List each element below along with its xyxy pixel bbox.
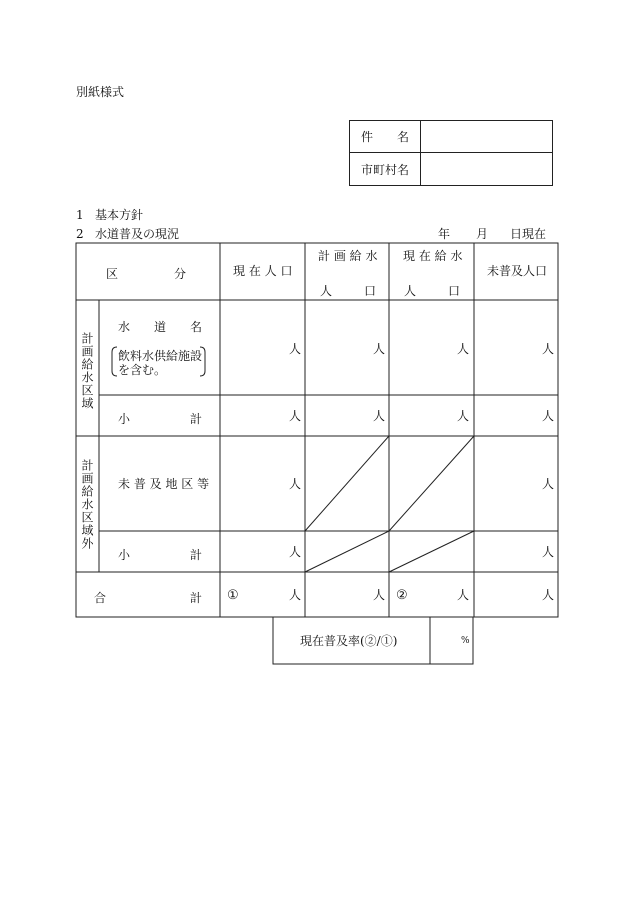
cell-unit: 人: [289, 409, 302, 423]
inside-area-label: 計画給水区域: [80, 332, 94, 410]
cell-unit: 人: [542, 477, 555, 491]
facilities-note-line2: を含む。: [118, 363, 167, 377]
cell-unit: 人: [542, 409, 555, 423]
subtotal-label: 小 計: [118, 548, 202, 562]
facilities-note-line1: 飲料水供給施設: [118, 349, 203, 363]
current-supply-header: 現 在 給 水: [403, 249, 463, 263]
current-population-header: 現 在 人 口: [233, 264, 293, 278]
planned-supply-header: 計 画 給 水: [318, 249, 378, 263]
subtotal-label: 小 計: [118, 412, 202, 426]
current-supply-header-line2: 人 口: [404, 284, 460, 298]
cell-unit: 人: [457, 342, 470, 356]
outside-area-label: 計画給水区域外: [80, 459, 94, 550]
unserved-area-label: 未 普 及 地 区 等: [118, 477, 210, 491]
cell-unit: 人: [542, 545, 555, 559]
form-label: 別紙様式: [76, 85, 125, 99]
cell-unit: 人: [373, 342, 386, 356]
section-2-number: 2: [76, 227, 84, 241]
section-2-title: 水道普及の現況: [95, 227, 180, 241]
circle-1-marker: ①: [227, 588, 239, 603]
cell-unit: 人: [542, 588, 555, 602]
cell-unit: 人: [457, 588, 470, 602]
cell-unit: 人: [457, 409, 470, 423]
municipality-label: 市町村名: [350, 153, 421, 186]
percent-unit: %: [461, 636, 470, 646]
planned-supply-header-line2: 人 口: [320, 284, 376, 298]
total-label: 合 計: [94, 591, 202, 605]
cell-unit: 人: [289, 588, 302, 602]
subject-label: 件 名: [350, 121, 421, 153]
circle-2-marker: ②: [396, 588, 408, 603]
cell-unit: 人: [373, 588, 386, 602]
date-year: 年: [438, 227, 451, 241]
cell-unit: 人: [289, 477, 302, 491]
cell-unit: 人: [289, 545, 302, 559]
cell-unit: 人: [373, 409, 386, 423]
waterworks-name-label: 水 道 名: [118, 320, 202, 334]
section-1-title: 基本方針: [95, 208, 144, 222]
cell-unit: 人: [542, 342, 555, 356]
category-header: 区 分: [106, 267, 186, 281]
coverage-rate-label: 現在普及率(②/①): [300, 634, 398, 648]
date-month: 月: [476, 227, 489, 241]
unserved-population-header: 未普及人口: [487, 264, 548, 278]
section-1-number: 1: [76, 208, 84, 222]
cell-unit: 人: [289, 342, 302, 356]
date-suffix: 日現在: [510, 227, 547, 241]
